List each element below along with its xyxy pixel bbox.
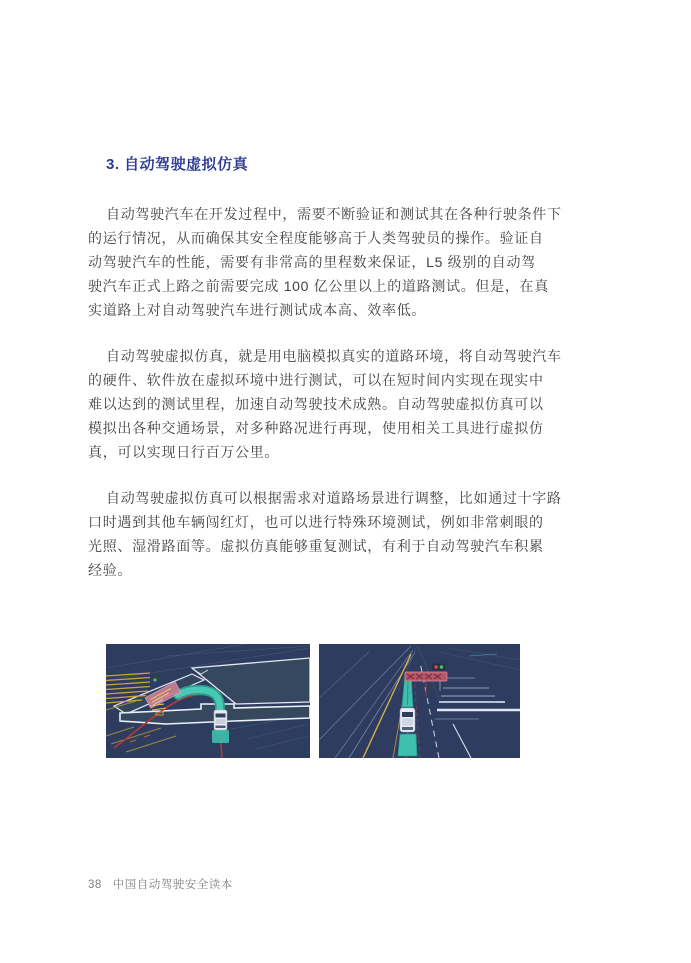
text-line: 驶汽车正式上路之前需要完成 100 亿公里以上的道路测试。但是，在真 [88,278,549,294]
book-title: 中国自动驾驶安全读本 [112,879,233,891]
paragraph-scene-adjustment [88,486,578,582]
figure-intersection-simulation [106,644,310,758]
paragraph-road-testing [88,202,578,322]
text-line: 口时遇到其他车辆闯红灯，也可以进行特殊环境测试，例如非常刺眼的 [88,514,544,530]
page-footer [88,876,233,892]
text-line: 自动驾驶虚拟仿真可以根据需求对道路场景进行调整，比如通过十字路 [106,490,562,506]
text-line: 模拟出各种交通场景，对多种路况进行再现，使用相关工具进行虚拟仿 [88,420,544,436]
text-line: 真，可以实现日行百万公里。 [88,444,280,460]
text-line: 难以达到的测试里程，加速自动驾驶技术成熟。自动驾驶虚拟仿真可以 [88,396,544,412]
figures-row [106,644,520,758]
section-heading: 3. 自动驾驶虚拟仿真 [106,156,249,173]
simulation-screenshot-intersection [106,644,310,758]
text-line: 自动驾驶汽车在开发过程中，需要不断验证和测试其在各种行驶条件下 [106,206,562,222]
text-line: 的硬件、软件放在虚拟环境中进行测试，可以在短时间内实现在现实中 [88,372,544,388]
page-number: 38 [88,879,102,891]
text-column [88,155,578,582]
paragraph-simulation-definition [88,344,578,464]
text-line: 的运行情况，从而确保其安全程度能够高于人类驾驶员的操作。验证自 [88,230,544,246]
text-line: 经验。 [88,562,133,578]
traffic-light-icon [432,664,445,671]
text-line: 实道路上对自动驾驶汽车进行测试成本高、效率低。 [88,302,427,318]
simulation-screenshot-straight-road [319,644,520,758]
text-line: 自动驾驶虚拟仿真，就是用电脑模拟真实的道路环境，将自动驾驶汽车 [106,348,562,364]
text-line: 光照、湿滑路面等。虚拟仿真能够重复测试，有利于自动驾驶汽车积累 [88,538,544,554]
ego-car-icon [214,710,227,730]
figure-straight-road-simulation [319,644,520,758]
ego-car-icon [400,708,415,732]
trajectory-segment-lower [398,734,417,756]
green-signal-dot [153,678,156,681]
trajectory-pad [212,730,229,743]
text-line: 动驾驶汽车的性能，需要有非常高的里程数来保证，L5 级别的自动驾 [88,254,536,270]
